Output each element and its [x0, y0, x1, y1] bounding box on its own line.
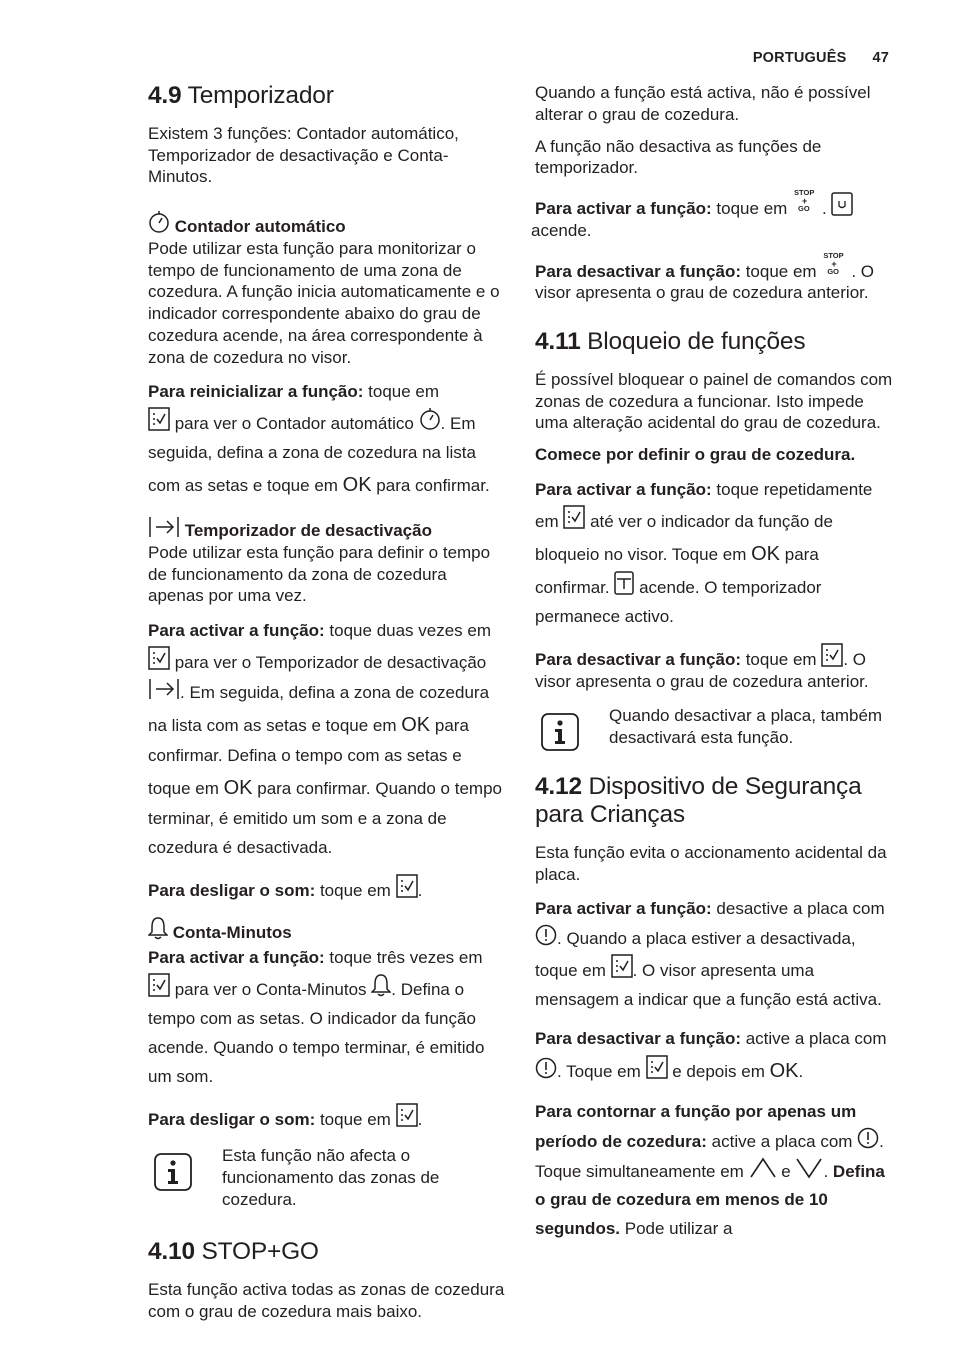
timer-select-icon [646, 1055, 668, 1079]
section-4-11-title: 4.11 Bloqueio de funções [535, 328, 806, 355]
chevron-up-icon [749, 1157, 777, 1179]
ok-icon: OK [769, 1059, 799, 1082]
stop-go-indicator-icon [831, 192, 853, 216]
page-number: 47 [872, 50, 889, 66]
bell-icon [371, 973, 391, 997]
arrow-to-bar-icon [148, 516, 180, 538]
timer-select-icon [611, 954, 633, 978]
stopwatch-icon [419, 407, 441, 431]
timer-select-icon [148, 973, 170, 997]
section-4-9-intro: Existem 3 funções: Contador automático, Temporizador de desactivação e Conta-Minutos. [148, 123, 459, 187]
child-lock-activate: Para activar a função: desactive a placa com . Quando a placa estiver a desactivada, toque em . O visor apresenta uma mensagem a indicar que a função está activa. [535, 899, 885, 1009]
section-4-10-title: 4.10 STOP+GO [148, 1238, 319, 1266]
timer-sound-off: Para desligar o som: toque em . [148, 874, 506, 902]
page-header [753, 50, 889, 66]
auto-reset-paragraph: Para reinicializar a função: toque em para ver o Contador automático . Em seguida, defina a zona de cozedura na lista com as setas e toque em OK para confirmar. [148, 382, 490, 497]
section-4-11-intro: É possível bloquear o painel de comandos com zonas de cozedura a funcionar. Isto impede uma alteração acidental do grau de cozedura. [535, 369, 893, 433]
stop-go-icon: STOP + GO [823, 250, 844, 276]
timer-select-icon [563, 505, 585, 529]
timer-select-icon [148, 407, 170, 431]
timer-select-icon [396, 874, 418, 898]
timer-activate-paragraph: Para activar a função: toque duas vezes em para ver o Temporizador de desactivação . Em seguida, defina a zona de cozedura na lista com as setas e toque em OK para confirmar. Defina o tempo com as setas e toque em OK para confirmar. Quando o tempo terminar, é emitido um som e a zona de cozedura é desactivada. [148, 621, 502, 857]
child-lock-bypass: Para contornar a função por apenas um período de cozedura: active a placa com . Toque simultaneamente em e . Defina o grau de cozedura em menos de 10 segundos. Pode utilizar a [535, 1101, 885, 1239]
info-icon [541, 713, 579, 751]
section-4-9-title: 4.9 Temporizador [148, 82, 334, 109]
timer-off-block: Temporizador de desactivação Pode utilizar esta função para definir o tempo de funcionamento da zona de cozedura apenas por uma vez. [148, 516, 506, 607]
section-4-12-title: 4.12 Dispositivo de Segurança para Crianças [535, 772, 862, 828]
section-4-10-intro: Esta função activa todas as zonas de cozedura com o grau de cozedura mais baixo. [148, 1280, 505, 1322]
section-4-11-start: Comece por definir o grau de cozedura. [535, 445, 856, 465]
power-icon [857, 1127, 879, 1149]
info-note-4-11 [535, 705, 893, 751]
info-icon [154, 1153, 192, 1191]
ok-icon: OK [223, 776, 253, 799]
stopwatch-icon [148, 210, 170, 234]
timer-select-icon [396, 1103, 418, 1127]
stop-go-icon: STOP + GO [794, 188, 815, 213]
stopgo-p1: Quando a função está activa, não é possível alterar o grau de cozedura. [535, 83, 871, 124]
chevron-down-icon [795, 1157, 823, 1179]
minute-activate-paragraph: Para activar a função: toque três vezes em para ver o Conta-Minutos . Defina o tempo com as setas. O indicador da função acende. Quando o tempo terminar, é emitido um som. [148, 947, 485, 1086]
info-note-4-9 [148, 1145, 506, 1210]
lock-activate: Para activar a função: toque repetidamente em até ver o indicador da função de bloqueio no visor. Toque em OK para confirmar. acende. O temporizador permanece activo. [535, 479, 873, 626]
stopgo-activate: Para activar a função: toque em STOP + GO . acende. [535, 189, 893, 242]
right-column [531, 82, 893, 1244]
info-note-text: Esta função não afecta o funcionamento das zonas de cozedura. [222, 1146, 440, 1209]
bell-icon [148, 916, 168, 940]
stopgo-deactivate: Para desactivar a função: toque em STOP + GO . O visor apresenta o grau de cozedura anterior. [535, 250, 874, 303]
child-lock-deactivate: Para desactivar a função: active a placa com . Toque em e depois em OK. [535, 1028, 887, 1082]
info-note-text: Quando desactivar a placa, também desactivará esta função. [609, 705, 883, 747]
arrow-to-bar-icon [148, 678, 180, 700]
power-icon [535, 1057, 557, 1079]
stopgo-p2: A função não desactiva as funções de temporizador. [535, 136, 822, 178]
lock-deactivate: Para desactivar a função: toque em . O visor apresenta o grau de cozedura anterior. [535, 643, 893, 693]
auto-counter-block: Contador automático Pode utilizar esta função para monitorizar o tempo de funcionamento de uma zona de cozedura. A função inicia automaticamente e o indicador correspondente abaixo do grau de cozedura acende, na área correspondente à zona de cozedura no visor. [148, 210, 506, 368]
power-icon [535, 924, 557, 946]
section-4-12-intro: Esta função evita o accionamento acidental da placa. [535, 842, 887, 884]
minute-minder-block: Conta-Minutos [148, 916, 506, 944]
ok-icon: OK [401, 713, 431, 736]
ok-icon: OK [342, 474, 372, 497]
language-label: PORTUGUÊS [752, 50, 847, 66]
lock-icon [614, 571, 634, 595]
minute-sound-off: Para desligar o som: toque em . [148, 1103, 506, 1131]
timer-select-icon [148, 646, 170, 670]
timer-select-icon [821, 643, 843, 667]
left-column [148, 82, 506, 1333]
ok-icon: OK [751, 542, 781, 565]
